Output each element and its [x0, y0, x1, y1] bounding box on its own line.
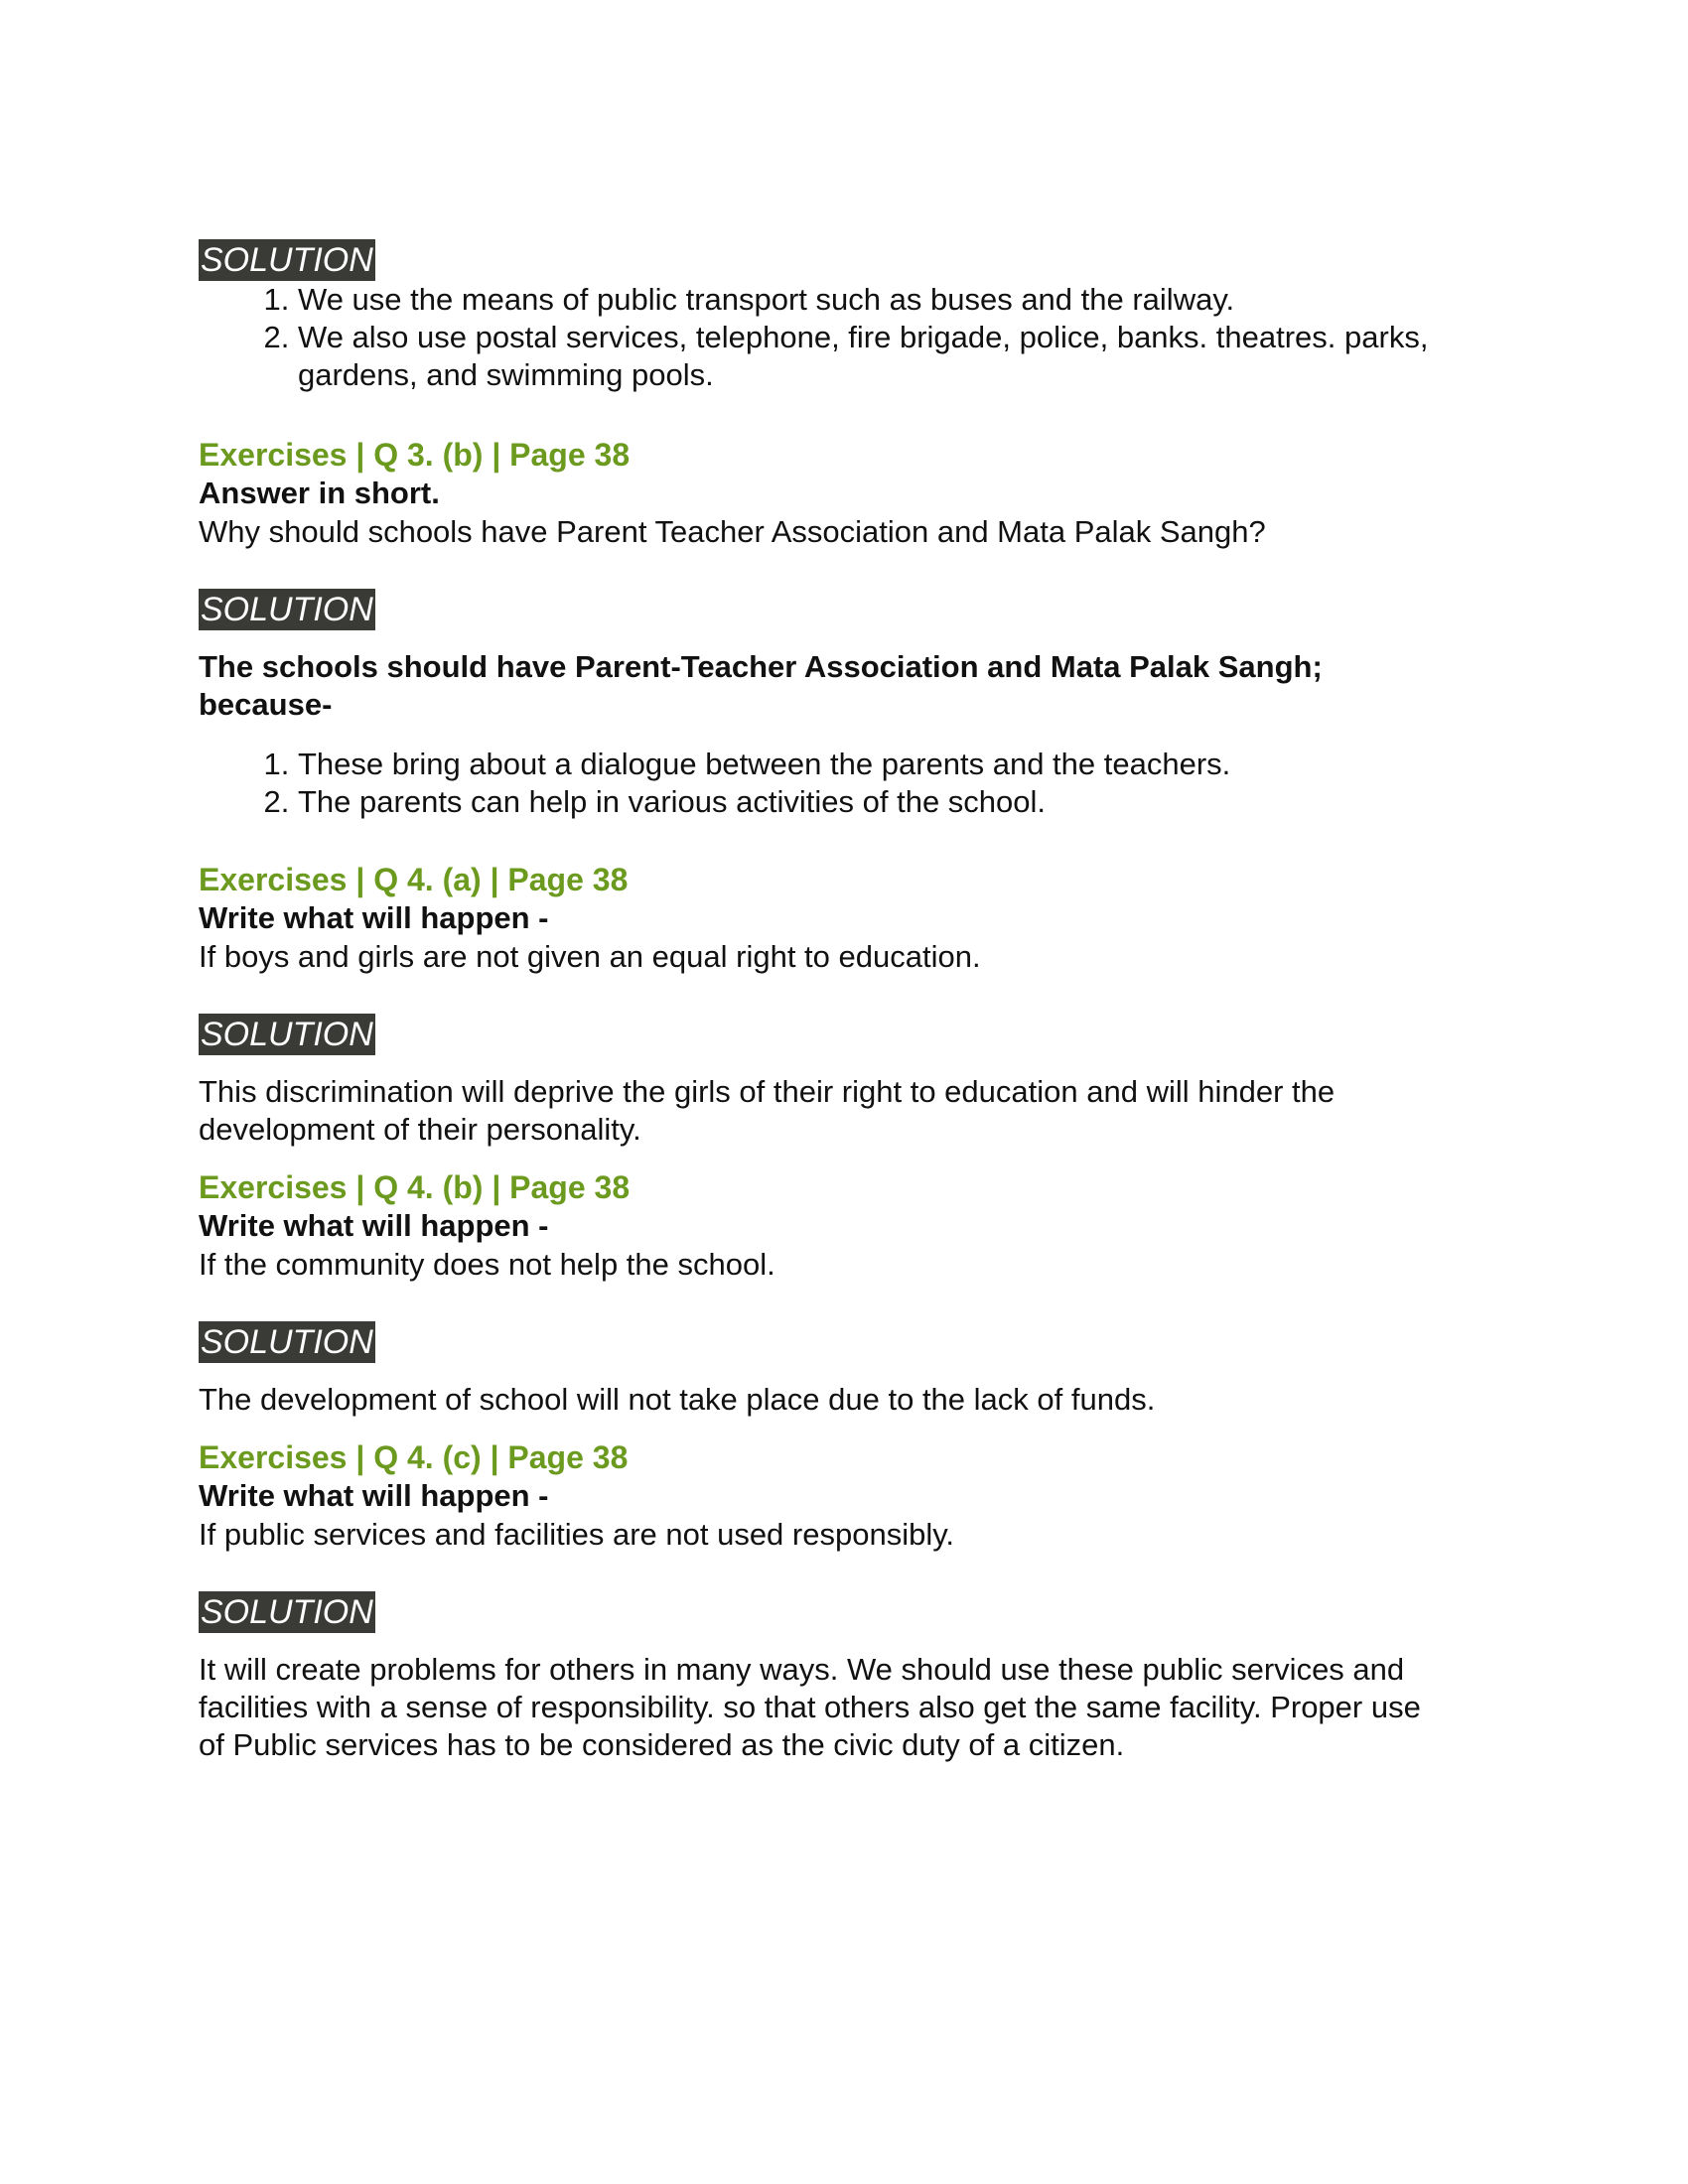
- solution-block-q3b: [199, 589, 1440, 821]
- question-text: If the community does not help the school.: [199, 1247, 775, 1282]
- exercise-heading: Exercises | Q 4. (c) | Page 38: [199, 1439, 629, 1475]
- solution-block-q4b: [199, 1321, 1440, 1419]
- answer-text: It will create problems for others in many ways. We should use these public services and facilities with a sense of responsibility. so that others also get the same facility. Proper use of Public services has to be considered as the civic duty of a citizen.: [199, 1652, 1421, 1762]
- solution-block-q4a: [199, 1014, 1440, 1149]
- question-text: If public services and facilities are not used responsibly.: [199, 1517, 955, 1552]
- exercise-heading: Exercises | Q 3. (b) | Page 38: [199, 437, 631, 473]
- solution-badge: SOLUTION: [201, 1593, 373, 1631]
- answer-text: This discrimination will deprive the girls of their right to education and will hinder the development of their personality.: [199, 1074, 1336, 1147]
- exercise-q4c: [199, 1438, 1440, 1554]
- list-item: 2. We also use postal services, telephone, fire brigade, police, banks. theatres. parks, gardens, and swimming pools.: [298, 319, 1440, 394]
- solution-block-q4c: [199, 1591, 1440, 1764]
- solution-list: [199, 281, 1440, 394]
- solution-block-1: [199, 239, 1440, 394]
- list-item: 2. The parents can help in various activities of the school.: [298, 783, 1440, 821]
- list-item: 1. These bring about a dialogue between the parents and the teachers.: [298, 746, 1440, 783]
- question-text: Why should schools have Parent Teacher Association and Mata Palak Sangh?: [199, 514, 1266, 549]
- question-text: If boys and girls are not given an equal right to education.: [199, 939, 981, 974]
- solution-list: [199, 746, 1440, 821]
- question-type: Write what will happen -: [199, 1478, 549, 1513]
- answer-text: The development of school will not take place due to the lack of funds.: [199, 1382, 1156, 1417]
- exercise-q4b: [199, 1168, 1440, 1284]
- solution-badge: SOLUTION: [201, 591, 373, 628]
- answer-intro: The schools should have Parent-Teacher Association and Mata Palak Sangh; because-: [199, 649, 1323, 722]
- question-type: Write what will happen -: [199, 1208, 549, 1243]
- solution-badge: SOLUTION: [201, 1323, 373, 1361]
- question-type: Write what will happen -: [199, 900, 549, 935]
- exercise-heading: Exercises | Q 4. (a) | Page 38: [199, 862, 629, 897]
- exercise-heading: Exercises | Q 4. (b) | Page 38: [199, 1169, 631, 1205]
- exercise-q4a: [199, 861, 1440, 976]
- solution-badge: SOLUTION: [201, 1016, 373, 1053]
- exercise-q3b: [199, 436, 1440, 551]
- solution-badge: SOLUTION: [201, 241, 373, 279]
- list-item: 1. We use the means of public transport such as buses and the railway.: [298, 281, 1440, 319]
- question-type: Answer in short.: [199, 476, 440, 510]
